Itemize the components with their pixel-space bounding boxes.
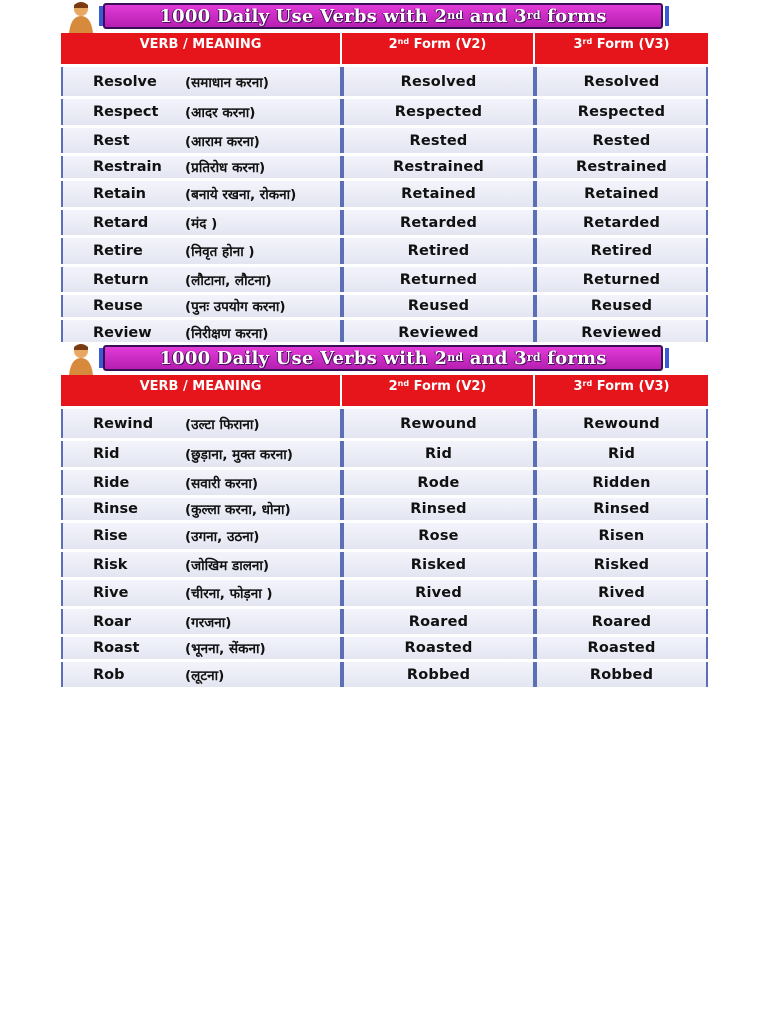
verb-text: Rise [93,528,128,544]
header-verb-meaning: VERB / MEANING [61,375,342,406]
banner [61,342,708,375]
meaning-text: (गरजना) [185,614,232,631]
meaning-text: (पुनः उपयोग करना) [185,299,286,315]
verb-text: Return [93,271,149,288]
verb-text: Risk [93,556,128,573]
table-row [61,67,708,99]
verb-text: Retard [93,214,149,231]
verb-meaning-cell [61,99,342,125]
meaning-text: (निरीक्षण करना) [185,325,269,342]
second-form-cell: Retained [342,181,535,207]
meaning-text: (लूटना) [185,667,225,684]
second-form-cell: Robbed [342,662,535,687]
verb-meaning-cell [61,580,342,606]
table-row [61,498,708,523]
third-form-cell: Reviewed [535,320,708,345]
table-row [61,662,708,690]
meaning-text: (भूनना, सेंकना) [185,641,266,657]
verb-meaning-cell [61,523,342,549]
second-form-cell: Roasted [342,637,535,659]
verb-meaning-cell [61,295,342,317]
teacher-mascot-icon [61,0,101,33]
header-verb-meaning: VERB / MEANING [61,33,342,64]
table-row [61,128,708,156]
table-row [61,580,708,609]
second-form-cell: Retarded [342,210,535,235]
second-form-cell: Reused [342,295,535,317]
third-form-cell: Rinsed [535,498,708,520]
verb-text: Resolve [93,73,157,90]
meaning-text: (प्रतिरोध करना) [185,160,266,176]
table-header [61,33,708,67]
verb-meaning-cell [61,441,342,467]
table-row [61,99,708,128]
third-form-cell: Risked [535,552,708,577]
third-form-cell: Roared [535,609,708,634]
meaning-text: (निवृत होना ) [185,244,255,260]
verb-text: Reuse [93,298,143,314]
third-form-cell: Roasted [535,637,708,659]
third-form-cell: Rid [535,441,708,467]
table-row [61,609,708,637]
verb-text: Roast [93,640,140,656]
banner-accent [665,6,669,26]
meaning-text: (मंद ) [185,215,218,232]
third-form-cell: Risen [535,523,708,549]
table-row [61,470,708,498]
verb-text: Rive [93,585,129,601]
meaning-text: (आदर करना) [185,105,256,121]
meaning-text: (लौटाना, लौटना) [185,272,272,289]
table-row [61,267,708,295]
verb-meaning-cell [61,498,342,520]
meaning-text: (बनाये रखना, रोकना) [185,187,297,203]
table-row [61,441,708,470]
third-form-cell: Retained [535,181,708,207]
banner-title: 1000 Daily Use Verbs with 2 $^{nd}$ and 3 $^{rd}$ forms [103,345,663,371]
meaning-text: (चीरना, फोड़ना ) [185,586,273,602]
second-form-cell: Respected [342,99,535,125]
table-row [61,637,708,662]
table-row [61,523,708,552]
verb-meaning-cell [61,238,342,264]
third-form-cell: Rived [535,580,708,606]
third-form-cell: Rested [535,128,708,153]
table-row [61,552,708,580]
verb-meaning-cell [61,181,342,207]
second-form-cell: Rinsed [342,498,535,520]
verb-text: Retain [93,186,147,202]
third-form-cell: Reused [535,295,708,317]
third-form-cell: Rewound [535,409,708,438]
third-form-cell: Returned [535,267,708,292]
meaning-text: (आराम करना) [185,133,260,150]
meaning-text: (उल्टा फिराना) [185,416,260,433]
verb-text: Rest [93,132,130,149]
second-form-cell: Rested [342,128,535,153]
second-form-cell: Returned [342,267,535,292]
table-row [61,156,708,181]
third-form-cell: Respected [535,99,708,125]
header-second-form: 2 $^{nd}$ Form (V2) [342,33,535,64]
second-form-cell: Restrained [342,156,535,178]
meaning-text: (छुड़ाना, मुक्त करना) [185,447,293,463]
third-form-cell: Restrained [535,156,708,178]
table-row [61,181,708,210]
banner-accent [665,348,669,368]
verb-meaning-cell [61,552,342,577]
table-header [61,375,708,409]
verb-text: Rob [93,666,125,683]
verb-meaning-cell [61,210,342,235]
second-form-cell: Rode [342,470,535,495]
meaning-text: (सवारी करना) [185,475,259,492]
table-body [61,67,708,348]
table-body [61,409,708,690]
verb-meaning-cell [61,409,342,438]
second-form-cell: Rived [342,580,535,606]
third-form-cell: Retired [535,238,708,264]
verb-text: Retire [93,243,143,259]
second-form-cell: Retired [342,238,535,264]
verb-meaning-cell [61,637,342,659]
verb-text: Rewind [93,415,154,432]
second-form-cell: Risked [342,552,535,577]
meaning-text: (कुल्ला करना, धोना) [185,502,291,518]
header-second-form: 2 $^{nd}$ Form (V2) [342,375,535,406]
second-form-cell: Rid [342,441,535,467]
verb-meaning-cell [61,470,342,495]
header-third-form: 3 $^{rd}$ Form (V3) [573,379,670,394]
verb-text: Rid [93,446,120,462]
header-third-form: 3 $^{rd}$ Form (V3) [573,37,670,52]
second-form-cell: Roared [342,609,535,634]
verb-meaning-cell [61,609,342,634]
third-form-cell: Resolved [535,67,708,96]
verb-meaning-cell [61,128,342,153]
third-form-cell: Robbed [535,662,708,687]
banner-title: 1000 Daily Use Verbs with 2 $^{nd}$ and 3 $^{rd}$ forms [103,3,663,29]
meaning-text: (जोखिम डालना) [185,557,270,574]
banner [61,0,708,33]
verb-table-1 [61,0,708,348]
verb-text: Respect [93,104,159,120]
second-form-cell: Resolved [342,67,535,96]
verb-meaning-cell [61,662,342,687]
verb-text: Ride [93,474,130,491]
second-form-cell: Rose [342,523,535,549]
meaning-text: (समाधान करना) [185,74,269,91]
second-form-cell: Reviewed [342,320,535,345]
meaning-text: (उगना, उठना) [185,529,260,545]
table-row [61,238,708,267]
verb-table-2 [61,342,708,690]
verb-text: Rinse [93,501,138,517]
verb-text: Review [93,324,152,341]
verb-text: Restrain [93,159,162,175]
verb-text: Roar [93,613,132,630]
table-row [61,409,708,441]
teacher-mascot-icon [61,342,101,375]
verb-meaning-cell [61,156,342,178]
verb-meaning-cell [61,267,342,292]
table-row [61,210,708,238]
third-form-cell: Retarded [535,210,708,235]
third-form-cell: Ridden [535,470,708,495]
table-row [61,295,708,320]
verb-meaning-cell [61,67,342,96]
second-form-cell: Rewound [342,409,535,438]
